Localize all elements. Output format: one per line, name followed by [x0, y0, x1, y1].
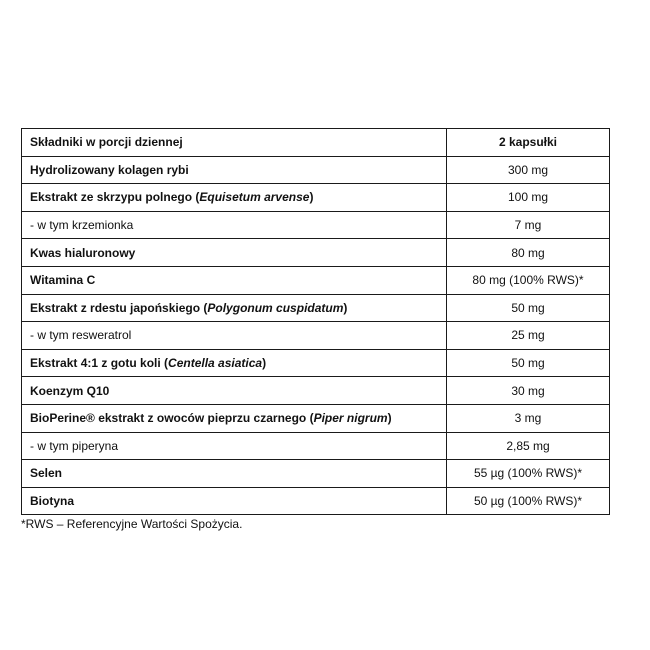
- table-row: [22, 322, 610, 350]
- table-row: [22, 211, 610, 239]
- ingredient-name: [22, 184, 447, 212]
- table-row: [22, 239, 610, 267]
- ingredient-amount: 50 mg: [447, 349, 610, 377]
- table-row: [22, 404, 610, 432]
- ingredient-label: Ekstrakt z rdestu japońskiego (: [30, 300, 208, 315]
- ingredient-name: [22, 460, 447, 488]
- header-ingredients: Składniki w porcji dziennej: [22, 129, 447, 157]
- table-header-row: [22, 129, 610, 157]
- ingredient-amount: 50 mg: [447, 294, 610, 322]
- table-row: [22, 349, 610, 377]
- ingredient-latin-name: Centella asiatica: [168, 356, 263, 371]
- ingredient-amount: 55 µg (100% RWS)*: [447, 460, 610, 488]
- ingredient-label-suffix: ): [387, 411, 392, 426]
- ingredient-label: Biotyna: [30, 494, 75, 509]
- nutrition-table: [21, 128, 610, 515]
- ingredient-label-suffix: ): [262, 356, 267, 371]
- ingredient-label: - w tym krzemionka: [30, 218, 134, 233]
- ingredient-label: - w tym resweratrol: [30, 328, 132, 343]
- ingredient-label: Selen: [30, 466, 63, 481]
- ingredient-amount: 7 mg: [447, 211, 610, 239]
- ingredient-label: Koenzym Q10: [30, 383, 110, 398]
- ingredient-name: [22, 239, 447, 267]
- ingredient-amount: 3 mg: [447, 404, 610, 432]
- ingredient-label: Ekstrakt ze skrzypu polnego (: [30, 190, 200, 205]
- ingredient-amount: 50 µg (100% RWS)*: [447, 487, 610, 515]
- table-row: [22, 377, 610, 405]
- ingredient-amount: 30 mg: [447, 377, 610, 405]
- ingredient-name: [22, 487, 447, 515]
- ingredient-name: [22, 211, 447, 239]
- ingredient-amount: 2,85 mg: [447, 432, 610, 460]
- ingredient-label: Kwas hialuronowy: [30, 245, 136, 260]
- ingredient-name: [22, 156, 447, 184]
- table-row: [22, 294, 610, 322]
- ingredient-label: Witamina C: [30, 273, 96, 288]
- table-row: [22, 487, 610, 515]
- ingredient-amount: 80 mg (100% RWS)*: [447, 266, 610, 294]
- ingredient-name: [22, 322, 447, 350]
- ingredient-name: [22, 349, 447, 377]
- ingredient-amount: 100 mg: [447, 184, 610, 212]
- ingredient-label: Hydrolizowany kolagen rybi: [30, 162, 189, 177]
- ingredient-name: [22, 432, 447, 460]
- ingredient-amount: 80 mg: [447, 239, 610, 267]
- table-row: [22, 460, 610, 488]
- ingredient-latin-name: Piper nigrum: [313, 411, 388, 426]
- table-row: [22, 432, 610, 460]
- ingredient-latin-name: Polygonum cuspidatum: [207, 300, 344, 315]
- ingredient-label: - w tym piperyna: [30, 438, 119, 453]
- header-dose: 2 kapsułki: [447, 129, 610, 157]
- ingredient-amount: 25 mg: [447, 322, 610, 350]
- ingredient-label-suffix: ): [343, 300, 348, 315]
- table-row: [22, 184, 610, 212]
- ingredient-amount: 300 mg: [447, 156, 610, 184]
- ingredient-name: [22, 294, 447, 322]
- table-row: [22, 266, 610, 294]
- table-row: [22, 156, 610, 184]
- ingredient-name: [22, 404, 447, 432]
- ingredient-name: [22, 266, 447, 294]
- ingredient-name: [22, 377, 447, 405]
- footnote: *RWS – Referencyjne Wartości Spożycia.: [21, 517, 243, 531]
- ingredient-label: BioPerine® ekstrakt z owoców pieprzu czarnego (: [30, 411, 314, 426]
- ingredient-latin-name: Equisetum arvense: [199, 190, 310, 205]
- ingredient-label-suffix: ): [309, 190, 314, 205]
- ingredient-label: Ekstrakt 4:1 z gotu koli (: [30, 356, 169, 371]
